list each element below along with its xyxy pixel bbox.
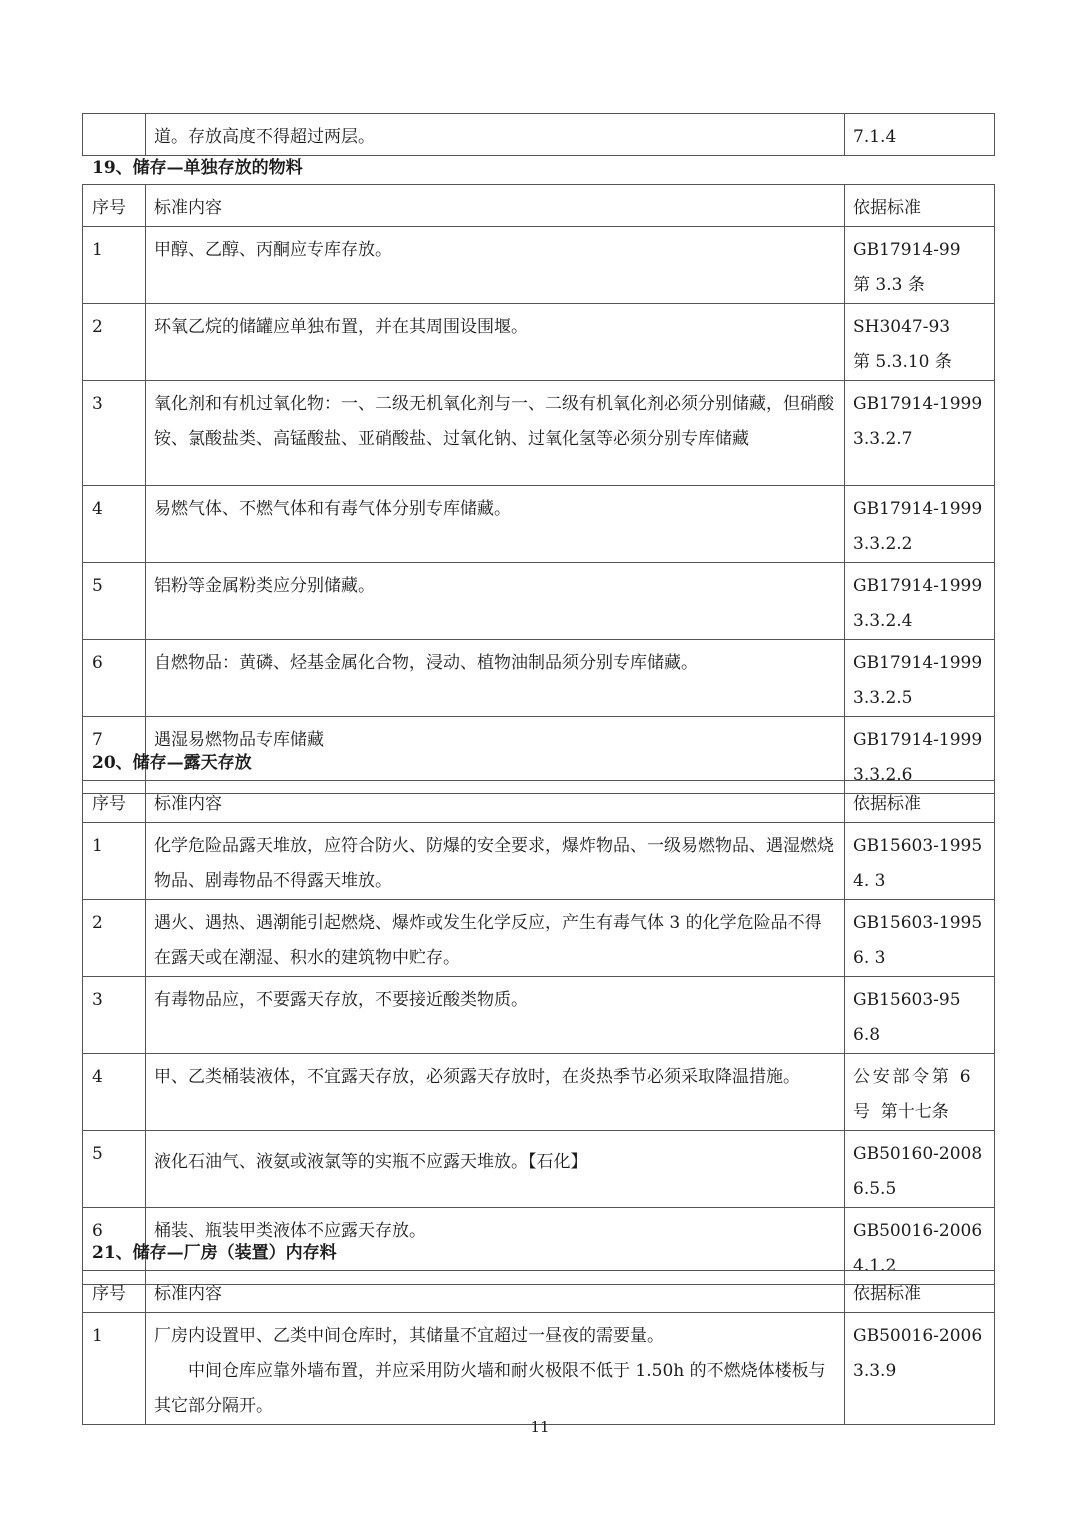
table-header-row [83, 185, 995, 227]
row-standard [845, 1054, 995, 1131]
table-header-row [83, 781, 995, 823]
section-table [82, 1270, 995, 1425]
standard-code: GB17914-1999 [853, 499, 983, 519]
section-table [82, 780, 995, 1285]
row-standard [845, 977, 995, 1054]
standard-clause: 第 5.3.10 条 [853, 352, 952, 372]
row-content: 易燃气体、不燃气体和有毒气体分别专库储藏。 [146, 486, 845, 563]
row-content: 遇湿易燃物品专库储藏 [146, 717, 845, 794]
standard-code: GB50160-2008 [853, 1144, 983, 1164]
row-number: 5 [83, 563, 146, 640]
row-standard [845, 381, 995, 486]
standard-code: GB17914-1999 [853, 653, 983, 673]
row-standard [845, 1131, 995, 1208]
row-number: 3 [83, 977, 146, 1054]
header-standard: 依据标准 [845, 185, 995, 227]
table-row [83, 486, 995, 563]
page-number: 11 [530, 1418, 550, 1436]
row-number: 7 [83, 717, 146, 794]
header-content: 标准内容 [146, 185, 845, 227]
header-number: 序号 [83, 185, 146, 227]
row-content: 自燃物品：黄磷、烃基金属化合物，浸动、植物油制品须分别专库储藏。 [146, 640, 845, 717]
table-row [83, 640, 995, 717]
row-standard [845, 1313, 995, 1425]
table-row [83, 304, 995, 381]
row-standard [845, 486, 995, 563]
section-heading: 21、储存—厂房（装置）内存料 [92, 1243, 337, 1263]
table-row [83, 381, 995, 486]
row-number: 1 [83, 1313, 146, 1425]
standard-clause: 4. 3 [853, 871, 886, 891]
standard-code: GB17914-1999 [853, 730, 983, 750]
header-content: 标准内容 [146, 781, 845, 823]
standard-clause: 号 第十七条 [853, 1102, 949, 1122]
continuation-table [82, 113, 995, 156]
standard-clause: 3.3.2.2 [853, 534, 913, 554]
row-number: 2 [83, 900, 146, 977]
table-row [83, 114, 995, 156]
standard-code: GB15603-95 [853, 990, 961, 1010]
section-heading: 20、储存—露天存放 [92, 753, 252, 773]
standard-code: GB17914-1999 [853, 576, 983, 596]
standard-clause: 3.3.9 [853, 1361, 897, 1381]
header-number: 序号 [83, 781, 146, 823]
content-paragraph: 中间仓库应靠外墙布置，并应采用防火墙和耐火极限不低于 1.50h 的不燃烧体楼板与其它部分隔开。 [154, 1361, 826, 1416]
row-content: 甲、乙类桶装液体，不宜露天存放，必须露天存放时，在炎热季节必须采取降温措施。 [146, 1054, 845, 1131]
row-content: 铝粉等金属粉类应分别储藏。 [146, 563, 845, 640]
standard-clause: 第 3.3 条 [853, 275, 925, 295]
standard-clause: 6. 3 [853, 948, 886, 968]
standard-clause: 3.3.2.5 [853, 688, 913, 708]
row-number: 6 [83, 1208, 146, 1285]
header-content: 标准内容 [146, 1271, 845, 1313]
header-standard: 依据标准 [845, 781, 995, 823]
standard-clause: 3.3.2.6 [853, 765, 913, 785]
row-number: 2 [83, 304, 146, 381]
row-number [83, 114, 146, 156]
row-content: 遇火、遇热、遇潮能引起燃烧、爆炸或发生化学反应，产生有毒气体 3 的化学危险品不得在露天或在潮湿、积水的建筑物中贮存。 [146, 900, 845, 977]
table-row [83, 823, 995, 900]
row-content: 氧化剂和有机过氧化物：一、二级无机氧化剂与一、二级有机氧化剂必须分别储藏，但硝酸铵、氯酸盐类、高锰酸盐、亚硝酸盐、过氧化钠、过氧化氢等必须分别专库储藏 [146, 381, 845, 486]
standard-code: GB50016-2006 [853, 1221, 983, 1241]
row-content: 道。存放高度不得超过两层。 [146, 114, 845, 156]
table-header-row [83, 1271, 995, 1313]
row-standard: 7.1.4 [845, 114, 995, 156]
header-number: 序号 [83, 1271, 146, 1313]
table-row [83, 563, 995, 640]
table-row [83, 1054, 995, 1131]
content-paragraph: 厂房内设置甲、乙类中间仓库时，其储量不宜超过一昼夜的需要量。 [154, 1326, 664, 1346]
standard-code: GB50016-2006 [853, 1326, 983, 1346]
row-number: 5 [83, 1131, 146, 1208]
row-standard [845, 304, 995, 381]
row-content [146, 1313, 845, 1425]
row-content: 液化石油气、液氨或液氯等的实瓶不应露天堆放。【石化】 [146, 1131, 845, 1208]
section-table [82, 184, 995, 794]
row-standard [845, 823, 995, 900]
standard-code: GB15603-1995 [853, 836, 983, 856]
table-row [83, 977, 995, 1054]
standard-code: SH3047-93 [853, 317, 951, 337]
row-standard [845, 563, 995, 640]
row-standard [845, 640, 995, 717]
standard-code: GB17914-1999 [853, 394, 983, 414]
row-content: 有毒物品应，不要露天存放，不要接近酸类物质。 [146, 977, 845, 1054]
row-standard [845, 900, 995, 977]
row-number: 4 [83, 486, 146, 563]
row-content: 甲醇、乙醇、丙酮应专库存放。 [146, 227, 845, 304]
row-number: 1 [83, 227, 146, 304]
table-row [83, 227, 995, 304]
standard-clause: 3.3.2.7 [853, 429, 913, 449]
header-standard: 依据标准 [845, 1271, 995, 1313]
standard-clause: 4.1.2 [853, 1256, 897, 1276]
table-row [83, 1131, 995, 1208]
row-number: 4 [83, 1054, 146, 1131]
row-standard [845, 227, 995, 304]
row-number: 6 [83, 640, 146, 717]
row-number: 3 [83, 381, 146, 486]
row-content: 桶装、瓶装甲类液体不应露天存放。 [146, 1208, 845, 1285]
section-heading: 19、储存—单独存放的物料 [92, 158, 303, 178]
standard-code: GB17914-99 [853, 240, 961, 260]
row-number: 1 [83, 823, 146, 900]
row-content: 环氧乙烷的储罐应单独布置，并在其周围设围堰。 [146, 304, 845, 381]
standard-clause: 6.8 [853, 1025, 881, 1045]
standard-clause: 3.3.2.4 [853, 611, 913, 631]
standard-clause: 6.5.5 [853, 1179, 897, 1199]
row-content: 化学危险品露天堆放，应符合防火、防爆的安全要求，爆炸物品、一级易燃物品、遇湿燃烧物品、剧毒物品不得露天堆放。 [146, 823, 845, 900]
standard-code: 公安部令第 6 [853, 1067, 974, 1087]
table-row [83, 1313, 995, 1425]
table-row [83, 900, 995, 977]
standard-code: GB15603-1995 [853, 913, 983, 933]
